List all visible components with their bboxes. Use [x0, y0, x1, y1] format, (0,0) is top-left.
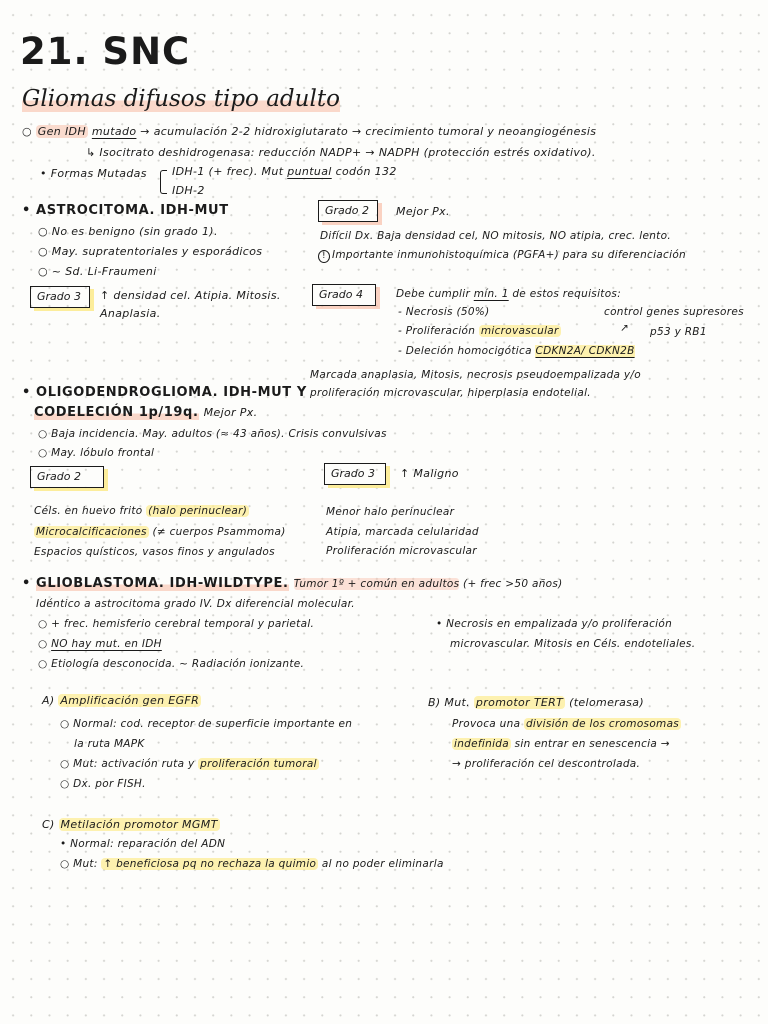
tert-line-2: [452, 738, 670, 750]
tert-l1-b: división de los cromosomas: [525, 718, 680, 730]
egfr-item-text: Normal: cod. receptor de superficie importante en: [73, 718, 353, 730]
astro-grado2-line-2: [318, 249, 686, 263]
egfr-heading: [42, 694, 201, 707]
idh1-text: IDH-1 (+ frec). Mut: [172, 165, 284, 178]
formas-mutadas: Formas Mutadas: [50, 167, 147, 180]
idh-mutado: mutado: [91, 125, 137, 138]
astro-grado3-label: Grado 3: [30, 286, 90, 308]
mgmt-mut-highlight: ↑ beneficiosa pq no rechaza la quimio: [103, 858, 317, 870]
glio-right-2: microvascular. Mitosis en Céls. endoteliales.: [450, 638, 696, 650]
egfr-mut-highlight: proliferación tumoral: [200, 758, 317, 770]
astro-grado3-text-1: ↑ densidad cel. Atipia. Mitosis.: [100, 289, 281, 302]
glio-right-1: • Necrosis en empalizada y/o proliferación: [436, 618, 673, 630]
glio-item-1: ○ + frec. hemisferio cerebral temporal y parietal.: [38, 618, 315, 630]
g4-req-2-b: microvascular: [480, 325, 559, 337]
mgmt-title: Metilación promotor MGMT: [60, 818, 218, 831]
astro-item-text: May. supratentoriales y esporádicos: [51, 245, 263, 258]
bullet: ○: [22, 125, 36, 138]
formas-bracket: [160, 170, 167, 194]
astro-grado2-note: Mejor Px.: [396, 205, 450, 218]
tert-l1-a: Provoca una: [452, 718, 521, 730]
g4-req-1: - Necrosis (50%): [398, 306, 490, 318]
oligo-heading-note: Mejor Px.: [203, 406, 258, 419]
page-title: 21. SNC: [20, 30, 191, 73]
glio-right-1-text: Necrosis en empalizada y/o proliferación: [446, 618, 673, 630]
bullet: •: [40, 167, 51, 180]
oligo-heading-1-text: OLIGODENDROGLIOMA. IDH-MUT Y: [36, 385, 307, 400]
astro-item-2: ○ May. supratentoriales y esporádicos: [38, 245, 263, 258]
tert-l2-a: indefinida: [454, 738, 509, 750]
g4-req-3-b: CDKN2A/ CDKN2B: [535, 345, 635, 357]
tert-note: (telomerasa): [569, 696, 644, 709]
g4-side-2: p53 y RB1: [650, 326, 707, 338]
idh1-line: [172, 165, 397, 178]
astro-item-text: ~ Sd. Li-Fraumeni: [51, 265, 157, 278]
mgmt-mut-rest: al no poder eliminarla: [321, 858, 444, 870]
oligo-g3-line-3: Proliferación microvascular: [326, 545, 477, 557]
egfr-item-4: ○ Dx. por FISH.: [60, 778, 146, 790]
astro-grado2-line-2-text: Importante inmunohistoquímica (PGFA+) para su diferenciación: [332, 249, 687, 261]
astro-grado2-line-1: Difícil Dx. Baja densidad cel, NO mitosis, NO atipia, crec. lento.: [320, 230, 671, 242]
egfr-title: Amplificación gen EGFR: [60, 694, 200, 707]
egfr-item-text: Mut: activación ruta y: [73, 758, 195, 770]
tert-title: promotor TERT: [475, 696, 564, 709]
oligo-g2-line-1: [34, 505, 249, 517]
oligo-g3-line-2: Atipia, marcada celularidad: [326, 526, 479, 538]
oligo-g2-l1-a: Céls. en huevo frito: [34, 505, 143, 517]
g4-para-1: Marcada anaplasia, Mitosis, necrosis pseudoempalizada y/o: [310, 369, 641, 381]
glio-note-a: Tumor 1º + común en adultos: [293, 578, 460, 590]
astro-grado3-text-2: Anaplasia.: [100, 307, 161, 320]
tert-heading: [428, 696, 644, 709]
egfr-letter: A): [42, 694, 55, 707]
oligo-g2-l1-b: (halo perinuclear): [148, 505, 248, 517]
g4-text-2: de estos requisitos:: [512, 288, 622, 300]
astro-item-3: ○ ~ Sd. Li-Fraumeni: [38, 265, 157, 278]
idh1-codon: codón 132: [335, 165, 397, 178]
bullet: •: [22, 385, 37, 400]
oligo-item-1: ○ Baja incidencia. May. adultos (≈ 43 años). Crisis convulsivas: [38, 428, 387, 440]
page-subtitle: [22, 86, 340, 112]
g4-req-2-a: - Proliferación: [398, 325, 476, 337]
egfr-item-text: Dx. por FISH.: [73, 778, 146, 790]
tert-letter: B) Mut.: [428, 696, 471, 709]
g4-text: Debe cumplir: [396, 288, 471, 300]
oligo-g2-line-2: [34, 526, 286, 538]
glio-item-text: NO hay mut. en IDH: [51, 638, 162, 650]
oligo-heading-1: [22, 385, 307, 400]
oligo-heading-2: [34, 405, 258, 420]
g4-side-1: control genes supresores: [604, 306, 744, 318]
g4-min: mín. 1: [473, 288, 509, 300]
oligo-g2-line-3: Espacios quísticos, vasos finos y angulados: [34, 546, 275, 558]
bullet: •: [22, 576, 37, 591]
g4-para-2: proliferación microvascular, hiperplasia endotelial.: [310, 387, 591, 399]
mgmt-item-1: • Normal: reparación del ADN: [60, 838, 226, 850]
astro-grado2-label: Grado 2: [318, 200, 378, 222]
subtitle-text: Gliomas difusos tipo adulto: [22, 86, 340, 112]
egfr-item-1: ○ Normal: cod. receptor de superficie importante en: [60, 718, 353, 730]
glio-line-1: Idéntico a astrocitoma grado IV. Dx diferencial molecular.: [36, 598, 355, 610]
bullet: •: [22, 203, 37, 218]
g4-req-3-a: - Deleción homocigótica: [398, 345, 532, 357]
idh-gene: Gen IDH: [37, 125, 86, 138]
oligo-grado3-label: Grado 3: [324, 463, 386, 485]
egfr-item-3: ○ Mut: activación ruta y proliferación tumoral: [60, 758, 317, 770]
astro-item-text: No es benigno (sin grado 1).: [51, 225, 218, 238]
g4-side-arrow: ↗: [620, 322, 630, 334]
mgmt-item-text: Normal: reparación del ADN: [70, 838, 226, 850]
glio-item-3: ○ Etiología desconocida. ~ Radiación ionizante.: [38, 658, 305, 670]
glio-heading-text: GLIOBLASTOMA. IDH-WILDTYPE.: [36, 576, 289, 591]
astro-item-1: ○ No es benigno (sin grado 1).: [38, 225, 218, 238]
idh1-puntual: puntual: [287, 165, 332, 178]
tert-line-1: [452, 718, 681, 730]
important-icon: !: [318, 250, 330, 263]
mgmt-mut-label: Mut:: [73, 858, 98, 870]
astro-grado4-label: Grado 4: [312, 284, 376, 306]
oligo-item-2: ○ May. lóbulo frontal: [38, 447, 155, 459]
intro-line-1: [22, 125, 596, 138]
g4-req-3: [398, 345, 635, 357]
glio-heading: [22, 576, 563, 591]
mgmt-item-2: ○ Mut: ↑ beneficiosa pq no rechaza la quimio al no poder eliminarla: [60, 858, 444, 870]
intro-line-1-rest: → acumulación 2-2 hidroxiglutarato → crecimiento tumoral y neoangiogénesis: [140, 125, 597, 138]
oligo-item-text: May. lóbulo frontal: [51, 447, 155, 459]
tert-line-3: → proliferación cel descontrolada.: [452, 758, 641, 770]
egfr-item-2: la ruta MAPK: [74, 738, 145, 750]
oligo-g2-l2-a: Microcalcificaciones: [36, 526, 147, 538]
oligo-grado2-label: Grado 2: [30, 466, 104, 488]
astro-heading-text: ASTROCITOMA. IDH-MUT: [36, 203, 229, 218]
tert-l2-b: sin entrar en senescencia →: [514, 738, 670, 750]
oligo-grado3-note: ↑ Maligno: [400, 467, 459, 480]
oligo-g2-l2-b: (≠ cuerpos Psammoma): [152, 526, 286, 538]
oligo-item-text: Baja incidencia. May. adultos (≈ 43 años). Crisis convulsivas: [51, 428, 387, 440]
glio-heading-note: [294, 578, 563, 590]
idh2-line: IDH-2: [172, 184, 205, 197]
astro-grado4-line-1: [396, 288, 621, 300]
glio-item-text: Etiología desconocida. ~ Radiación ionizante.: [51, 658, 305, 670]
oligo-g3-line-1: Menor halo perinuclear: [326, 506, 455, 518]
glio-note-b: (+ frec >50 años): [463, 578, 563, 590]
astro-heading: [22, 203, 229, 218]
mgmt-heading: [42, 818, 220, 831]
glio-item-text: + frec. hemisferio cerebral temporal y parietal.: [51, 618, 315, 630]
mgmt-letter: C): [42, 818, 55, 831]
g4-req-2: [398, 325, 561, 337]
intro-line-3: [40, 167, 147, 180]
glio-item-2: ○ NO hay mut. en IDH: [38, 638, 162, 650]
oligo-heading-2-text: CODELECIÓN 1p/19q.: [34, 405, 199, 420]
intro-line-2: ↳ Isocitrato deshidrogenasa: reducción NADP+ → NADPH (protección estrés oxidativo).: [86, 146, 596, 159]
